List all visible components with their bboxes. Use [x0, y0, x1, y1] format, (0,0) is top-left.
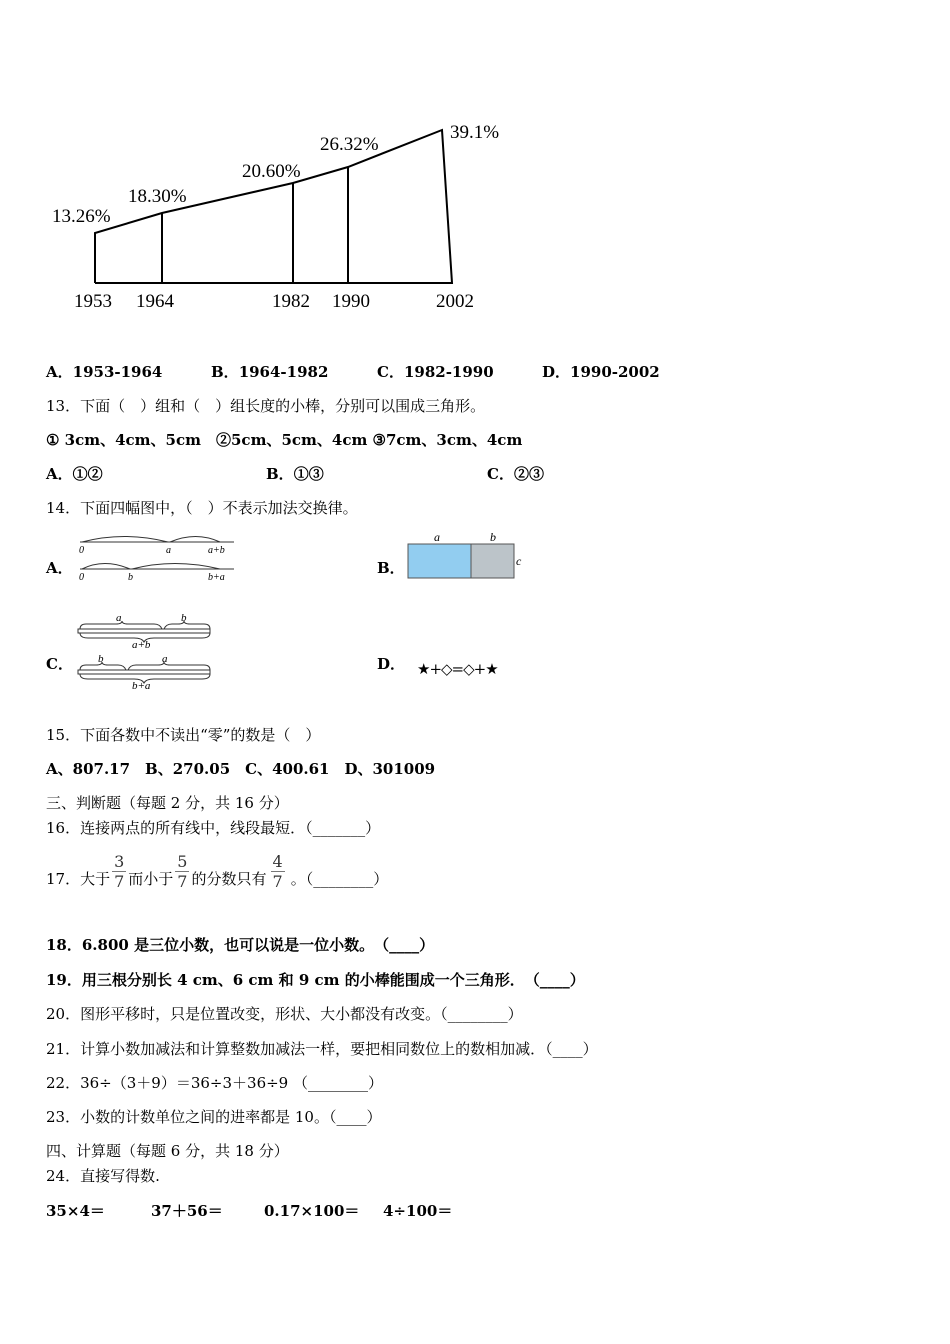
chart-percent-label: 20.60%	[242, 161, 301, 182]
fraction-4-7: 4 7	[272, 852, 283, 891]
fig-a-label: 0	[79, 572, 84, 583]
q24-item: 4÷100＝	[383, 1202, 453, 1220]
chart-year-label: 1990	[332, 291, 370, 312]
q13-option-c: C．②③	[487, 465, 544, 483]
q14-stem: 14．下面四幅图中，（ ）不表示加法交换律。	[46, 499, 358, 517]
fig-b-label: b	[490, 530, 496, 544]
q14-label-d: D．	[377, 655, 406, 673]
q24-item: 37＋56＝	[151, 1202, 223, 1220]
fig-a-label: b+a	[208, 572, 225, 583]
fraction-3-7: 3 7	[114, 852, 125, 891]
q12-option-d: D．1990-2002	[542, 363, 660, 381]
chart-percent-label: 39.1%	[450, 122, 500, 143]
fraction-5-7: 5 7	[177, 852, 188, 891]
q13-stem: 13．下面（ ）组和（ ）组长度的小棒，分别可以围成三角形。	[46, 397, 486, 415]
q14-figure-c	[74, 610, 224, 692]
q19: 19．用三根分别长 4 cm、6 cm 和 9 cm 的小棒能围成一个三角形． （____）	[46, 971, 585, 989]
q12-option-c: C．1982-1990	[377, 363, 494, 381]
fig-c-label: a+b	[132, 639, 151, 651]
fig-c-label: b	[98, 653, 104, 665]
chart-percent-label: 13.26%	[52, 206, 111, 227]
chart-year-label: 1953	[74, 291, 112, 312]
q24-item: 0.17×100＝	[264, 1202, 360, 1220]
chart-percent-label: 18.30%	[128, 186, 187, 207]
population-chart	[0, 0, 950, 330]
q14-label-c: C．	[46, 655, 73, 673]
q20: 20．图形平移时，只是位置改变，形状、大小都没有改变。（________）	[46, 1005, 523, 1023]
q15-stem: 15．下面各数中不读出“零”的数是（ ）	[46, 726, 321, 744]
fig-a-label: b	[128, 572, 133, 583]
chart-year-label: 1964	[136, 291, 174, 312]
q22: 22．36÷（3＋9）＝36÷3＋36÷9 （________）	[46, 1074, 383, 1092]
fig-c-label: a	[162, 653, 168, 665]
q14-figure-d: ★+◇=◇+★	[417, 660, 498, 678]
section-4-heading: 四、计算题（每题 6 分，共 18 分）	[46, 1142, 289, 1160]
fig-b-label: c	[516, 554, 522, 568]
fig-c-label: b+a	[132, 680, 151, 692]
q16: 16．连接两点的所有线中，线段最短．（_______）	[46, 819, 381, 837]
q15-options: A、807.17 B、270.05 C、400.61 D、301009	[46, 760, 436, 778]
q24-item: 35×4＝	[46, 1202, 105, 1220]
fig-a-label: a	[166, 545, 171, 556]
fig-b-label: a	[434, 530, 440, 544]
q13-option-b: B．①③	[266, 465, 324, 483]
q17: 17．大于 3 7 而小于 5 7 的分数只有 4 7 。（________）	[46, 852, 389, 891]
fig-a-label: 0	[79, 545, 84, 556]
q12-option-b: B．1964-1982	[211, 363, 329, 381]
section-3-heading: 三、判断题（每题 2 分，共 16 分）	[46, 794, 289, 812]
chart-year-label: 1982	[272, 291, 310, 312]
q14-figure-a	[74, 532, 244, 584]
q13-groups: ① 3cm、4cm、5cm ②5cm、5cm、4cm ③7cm、3cm、4cm	[46, 431, 523, 449]
q23: 23．小数的计数单位之间的进率都是 10。（____）	[46, 1108, 382, 1126]
q14-figure-b	[400, 528, 535, 584]
q24-stem: 24．直接写得数.	[46, 1167, 160, 1185]
q21: 21．计算小数加减法和计算整数加减法一样，要把相同数位上的数相加减．（____）	[46, 1040, 598, 1058]
fig-a-label: a+b	[208, 545, 225, 556]
fig-c-label: b	[181, 612, 187, 624]
q12-option-a: A．1953-1964	[46, 363, 163, 381]
q14-label-a: A．	[46, 559, 73, 577]
q14-label-b: B．	[377, 559, 405, 577]
q13-option-a: A．①②	[46, 465, 103, 483]
q18: 18．6.800 是三位小数，也可以说是一位小数。 （____）	[46, 936, 435, 954]
chart-year-label: 2002	[436, 291, 474, 312]
fig-c-label: a	[116, 612, 122, 624]
chart-percent-label: 26.32%	[320, 134, 379, 155]
